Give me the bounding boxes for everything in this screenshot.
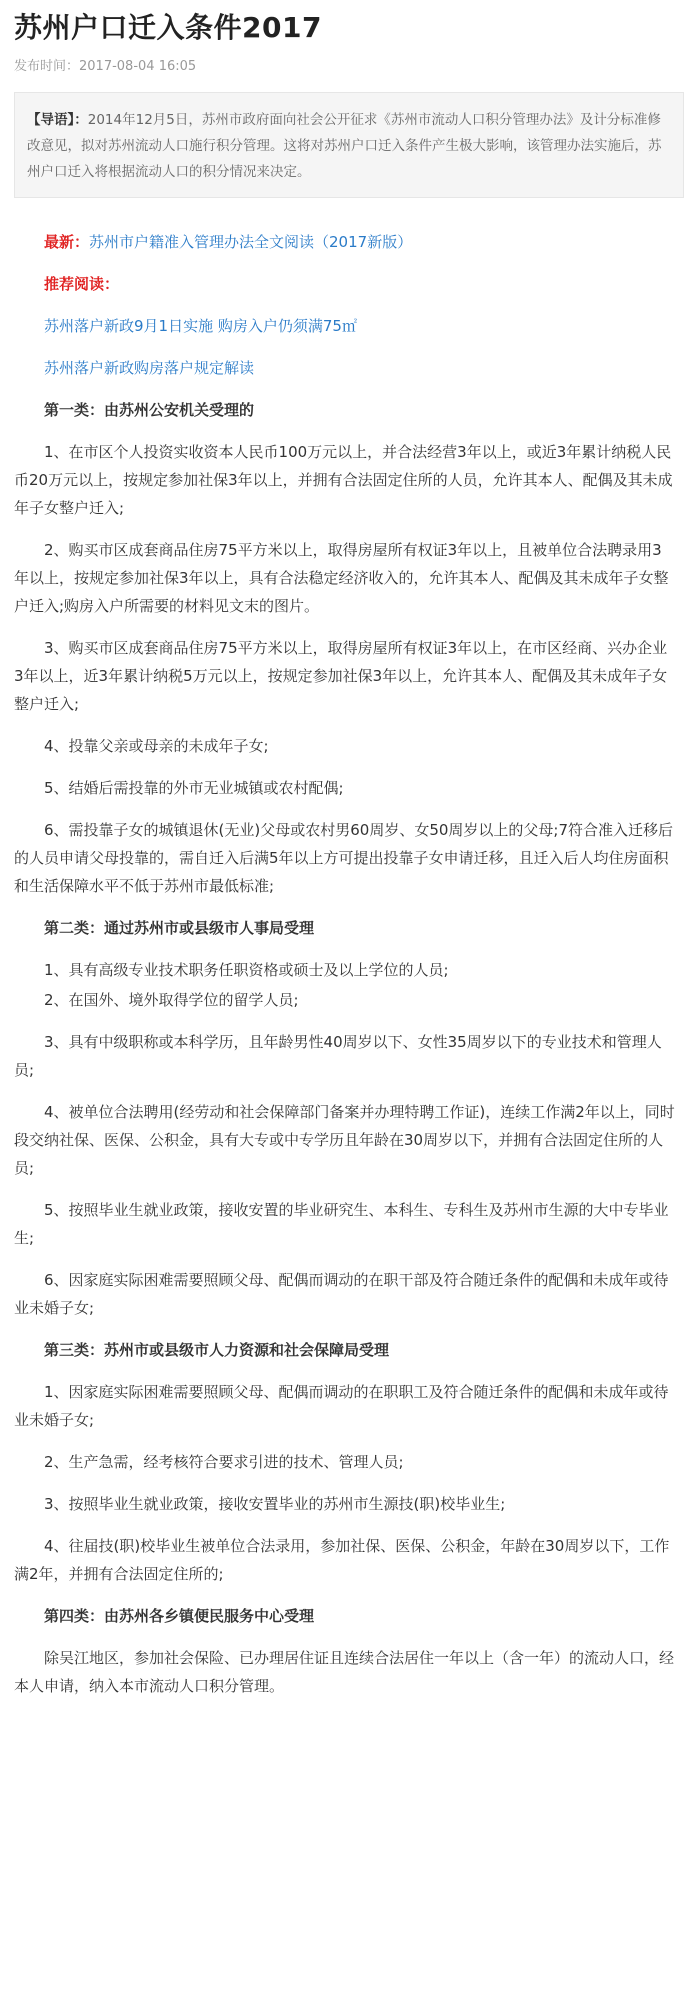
page-title: 苏州户口迁入条件2017: [14, 11, 322, 44]
list-item: 2、生产急需，经考核符合要求引进的技术、管理人员;: [44, 1453, 404, 1471]
section-heading-4: 第四类：由苏州各乡镇便民服务中心受理: [44, 1607, 315, 1625]
publish-time: 2017-08-04 16:05: [79, 59, 197, 74]
recommend-label: 推荐阅读：: [44, 275, 120, 293]
intro-box: [14, 92, 684, 198]
list-item: 2、购买市区成套商品住房75平方米以上，取得房屋所有权证3年以上，且被单位合法聘录用3年以上，按规定参加社保3年以上，具有合法稳定经济收入的，允许其本人、配偶及其未成年子女整户迁入;购房入户所需要的材料见文末的图片。: [14, 541, 669, 615]
list-item: 4、投靠父亲或母亲的未成年子女;: [44, 737, 269, 755]
list-item: 1、具有高级专业技术职务任职资格或硕士及以上学位的人员;: [44, 961, 449, 979]
publish-label: 发布时间：: [14, 59, 80, 74]
list-item: 6、因家庭实际困难需要照顾父母、配偶而调动的在职干部及符合随迁条件的配偶和未成年或待业未婚子女;: [14, 1271, 669, 1317]
recommend-link-2[interactable]: 苏州落户新政购房落户规定解读: [44, 359, 255, 377]
section-heading-1: 第一类：由苏州公安机关受理的: [44, 401, 255, 419]
list-item: 1、在市区个人投资实收资本人民币100万元以上，并合法经营3年以上，或近3年累计纳税人民币20万元以上，按规定参加社保3年以上，并拥有合法固定住所的人员，允许其本人、配偶及其未成年子女整户迁入;: [14, 443, 673, 517]
latest-link[interactable]: 苏州市户籍准入管理办法全文阅读（2017新版）: [89, 233, 413, 251]
recommend-link-1[interactable]: 苏州落户新政9月1日实施 购房入户仍须满75㎡: [44, 317, 357, 335]
intro-text: 2014年12月5日，苏州市政府面向社会公开征求《苏州市流动人口积分管理办法》及计分标准修改意见，拟对苏州流动人口施行积分管理。这将对苏州户口迁入条件产生极大影响，该管理办法实施后，苏州户口迁入将根据流动人口的积分情况来决定。: [27, 112, 662, 180]
list-item: 2、在国外、境外取得学位的留学人员;: [44, 991, 299, 1009]
list-item: 5、按照毕业生就业政策，接收安置的毕业研究生、本科生、专科生及苏州市生源的大中专毕业生;: [14, 1201, 669, 1247]
section-heading-3: 第三类：苏州市或县级市人力资源和社会保障局受理: [44, 1341, 390, 1359]
list-item: 3、具有中级职称或本科学历，且年龄男性40周岁以下、女性35周岁以下的专业技术和管理人员;: [14, 1033, 662, 1079]
recommend-line: [14, 270, 676, 298]
list-item: 6、需投靠子女的城镇退休(无业)父母或农村男60周岁、女50周岁以上的父母;7符合准入迁移后的人员申请父母投靠的，需自迁入后满5年以上方可提出投靠子女申请迁移，且迁入后人均住房面积和生活保障水平不低于苏州市最低标准;: [14, 821, 674, 895]
recommend-item: [14, 312, 676, 340]
list-item: 1、因家庭实际困难需要照顾父母、配偶而调动的在职职工及符合随迁条件的配偶和未成年或待业未婚子女;: [14, 1383, 669, 1429]
recommend-item: [14, 354, 676, 382]
list-item: 5、结婚后需投靠的外市无业城镇或农村配偶;: [44, 779, 344, 797]
publish-info: [14, 58, 684, 76]
latest-label: 最新：: [44, 233, 90, 251]
list-item: 3、购买市区成套商品住房75平方米以上，取得房屋所有权证3年以上，在市区经商、兴办企业3年以上，近3年累计纳税5万元以上，按规定参加社保3年以上，允许其本人、配偶及其未成年子女整户迁入;: [14, 639, 668, 713]
intro-lead: 【导语】：: [27, 112, 88, 128]
list-item: 除吴江地区，参加社会保险、已办理居住证且连续合法居住一年以上（含一年）的流动人口，经本人申请，纳入本市流动人口积分管理。: [14, 1649, 675, 1695]
section-heading-2: 第二类：通过苏州市或县级市人事局受理: [44, 919, 315, 937]
article-body: [14, 228, 684, 1700]
list-item: 4、往届技(职)校毕业生被单位合法录用，参加社保、医保、公积金，年龄在30周岁以下，工作满2年，并拥有合法固定住所的;: [14, 1537, 670, 1583]
list-item: 3、按照毕业生就业政策，接收安置毕业的苏州市生源技(职)校毕业生;: [44, 1495, 506, 1513]
latest-line: [14, 228, 676, 256]
list-item: 4、被单位合法聘用(经劳动和社会保障部门备案并办理特聘工作证)，连续工作满2年以上，同时段交纳社保、医保、公积金，具有大专或中专学历且年龄在30周岁以下，并拥有合法固定住所的人员;: [14, 1103, 675, 1177]
